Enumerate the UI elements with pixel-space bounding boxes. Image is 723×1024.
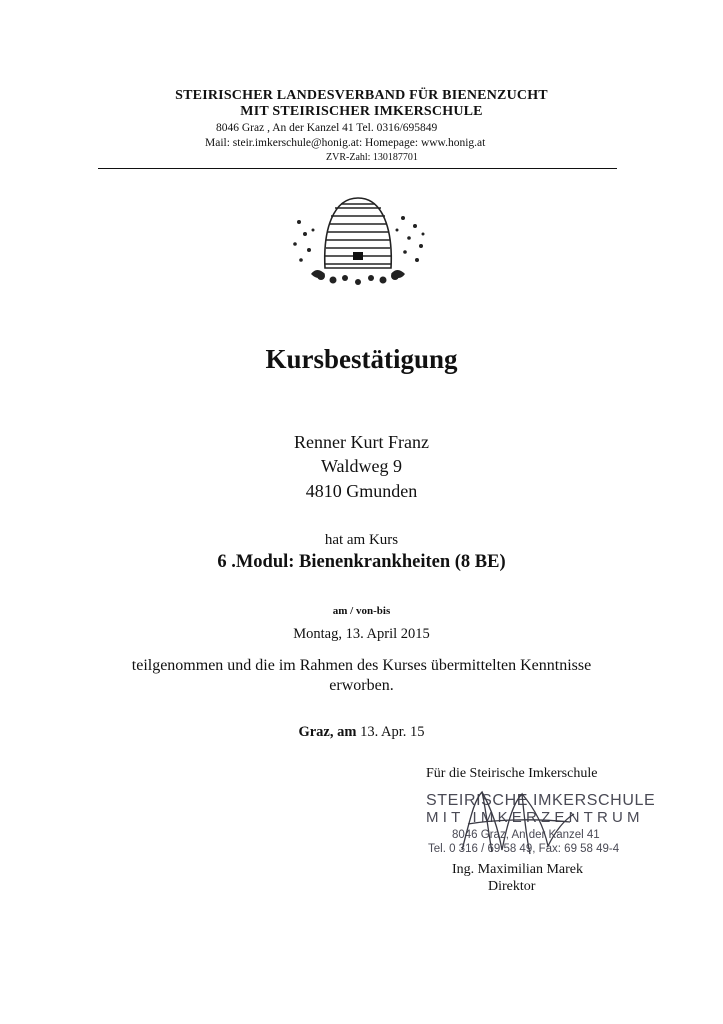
recipient-street: Waldweg 9 — [320, 456, 403, 476]
header-divider — [98, 168, 617, 169]
handwritten-signature — [452, 780, 582, 862]
recipient-name: Renner Kurt Franz — [294, 432, 429, 452]
course-intro: hat am Kurs — [324, 532, 399, 548]
beehive-icon — [283, 190, 433, 294]
stamp-line4: Tel. 0 316 / 69 58 49, Fax: 69 58 49-4 — [428, 843, 620, 855]
place-label: Graz, am — [298, 724, 357, 740]
course-name: 6 .Modul: Bienenkrankheiten (8 BE) — [217, 552, 506, 572]
issue-date: 13. Apr. 15 — [356, 724, 425, 740]
participation-text-line2: erworben. — [329, 677, 394, 694]
place-and-date — [0, 724, 723, 741]
org-contact: Mail: steir.imkerschule@honig.at: Homepage: www.honig.at — [205, 137, 486, 149]
recipient-city: 4810 Gmunden — [305, 481, 418, 501]
org-name-line2: MIT STEIRISCHER IMKERSCHULE — [240, 104, 483, 119]
on-behalf-line: Für die Steirische Imkerschule — [426, 766, 598, 781]
participation-text-line1: teilgenommen und die im Rahmen des Kurses übermittelten Kenntnisse — [131, 657, 592, 674]
org-name-line1: STEIRISCHER LANDESVERBAND FÜR BIENENZUCHT — [175, 88, 548, 103]
date-label: am / von-bis — [332, 605, 391, 617]
org-zvr-number: ZVR-Zahl: 130187701 — [326, 152, 418, 163]
signer-name: Ing. Maximilian Marek — [452, 862, 584, 877]
stamp-line3: 8046 Graz, An der Kanzel 41 — [452, 829, 600, 841]
course-date: Montag, 13. April 2015 — [293, 626, 430, 642]
signer-role: Direktor — [488, 879, 536, 894]
stamp-line1: STEIRISCHE IMKERSCHULE — [426, 792, 656, 809]
stamp-line2: MIT IMKERZENTRUM — [426, 809, 644, 826]
document-title: Kursbestätigung — [265, 344, 458, 374]
org-address: 8046 Graz , An der Kanzel 41 Tel. 0316/695849 — [216, 122, 438, 134]
